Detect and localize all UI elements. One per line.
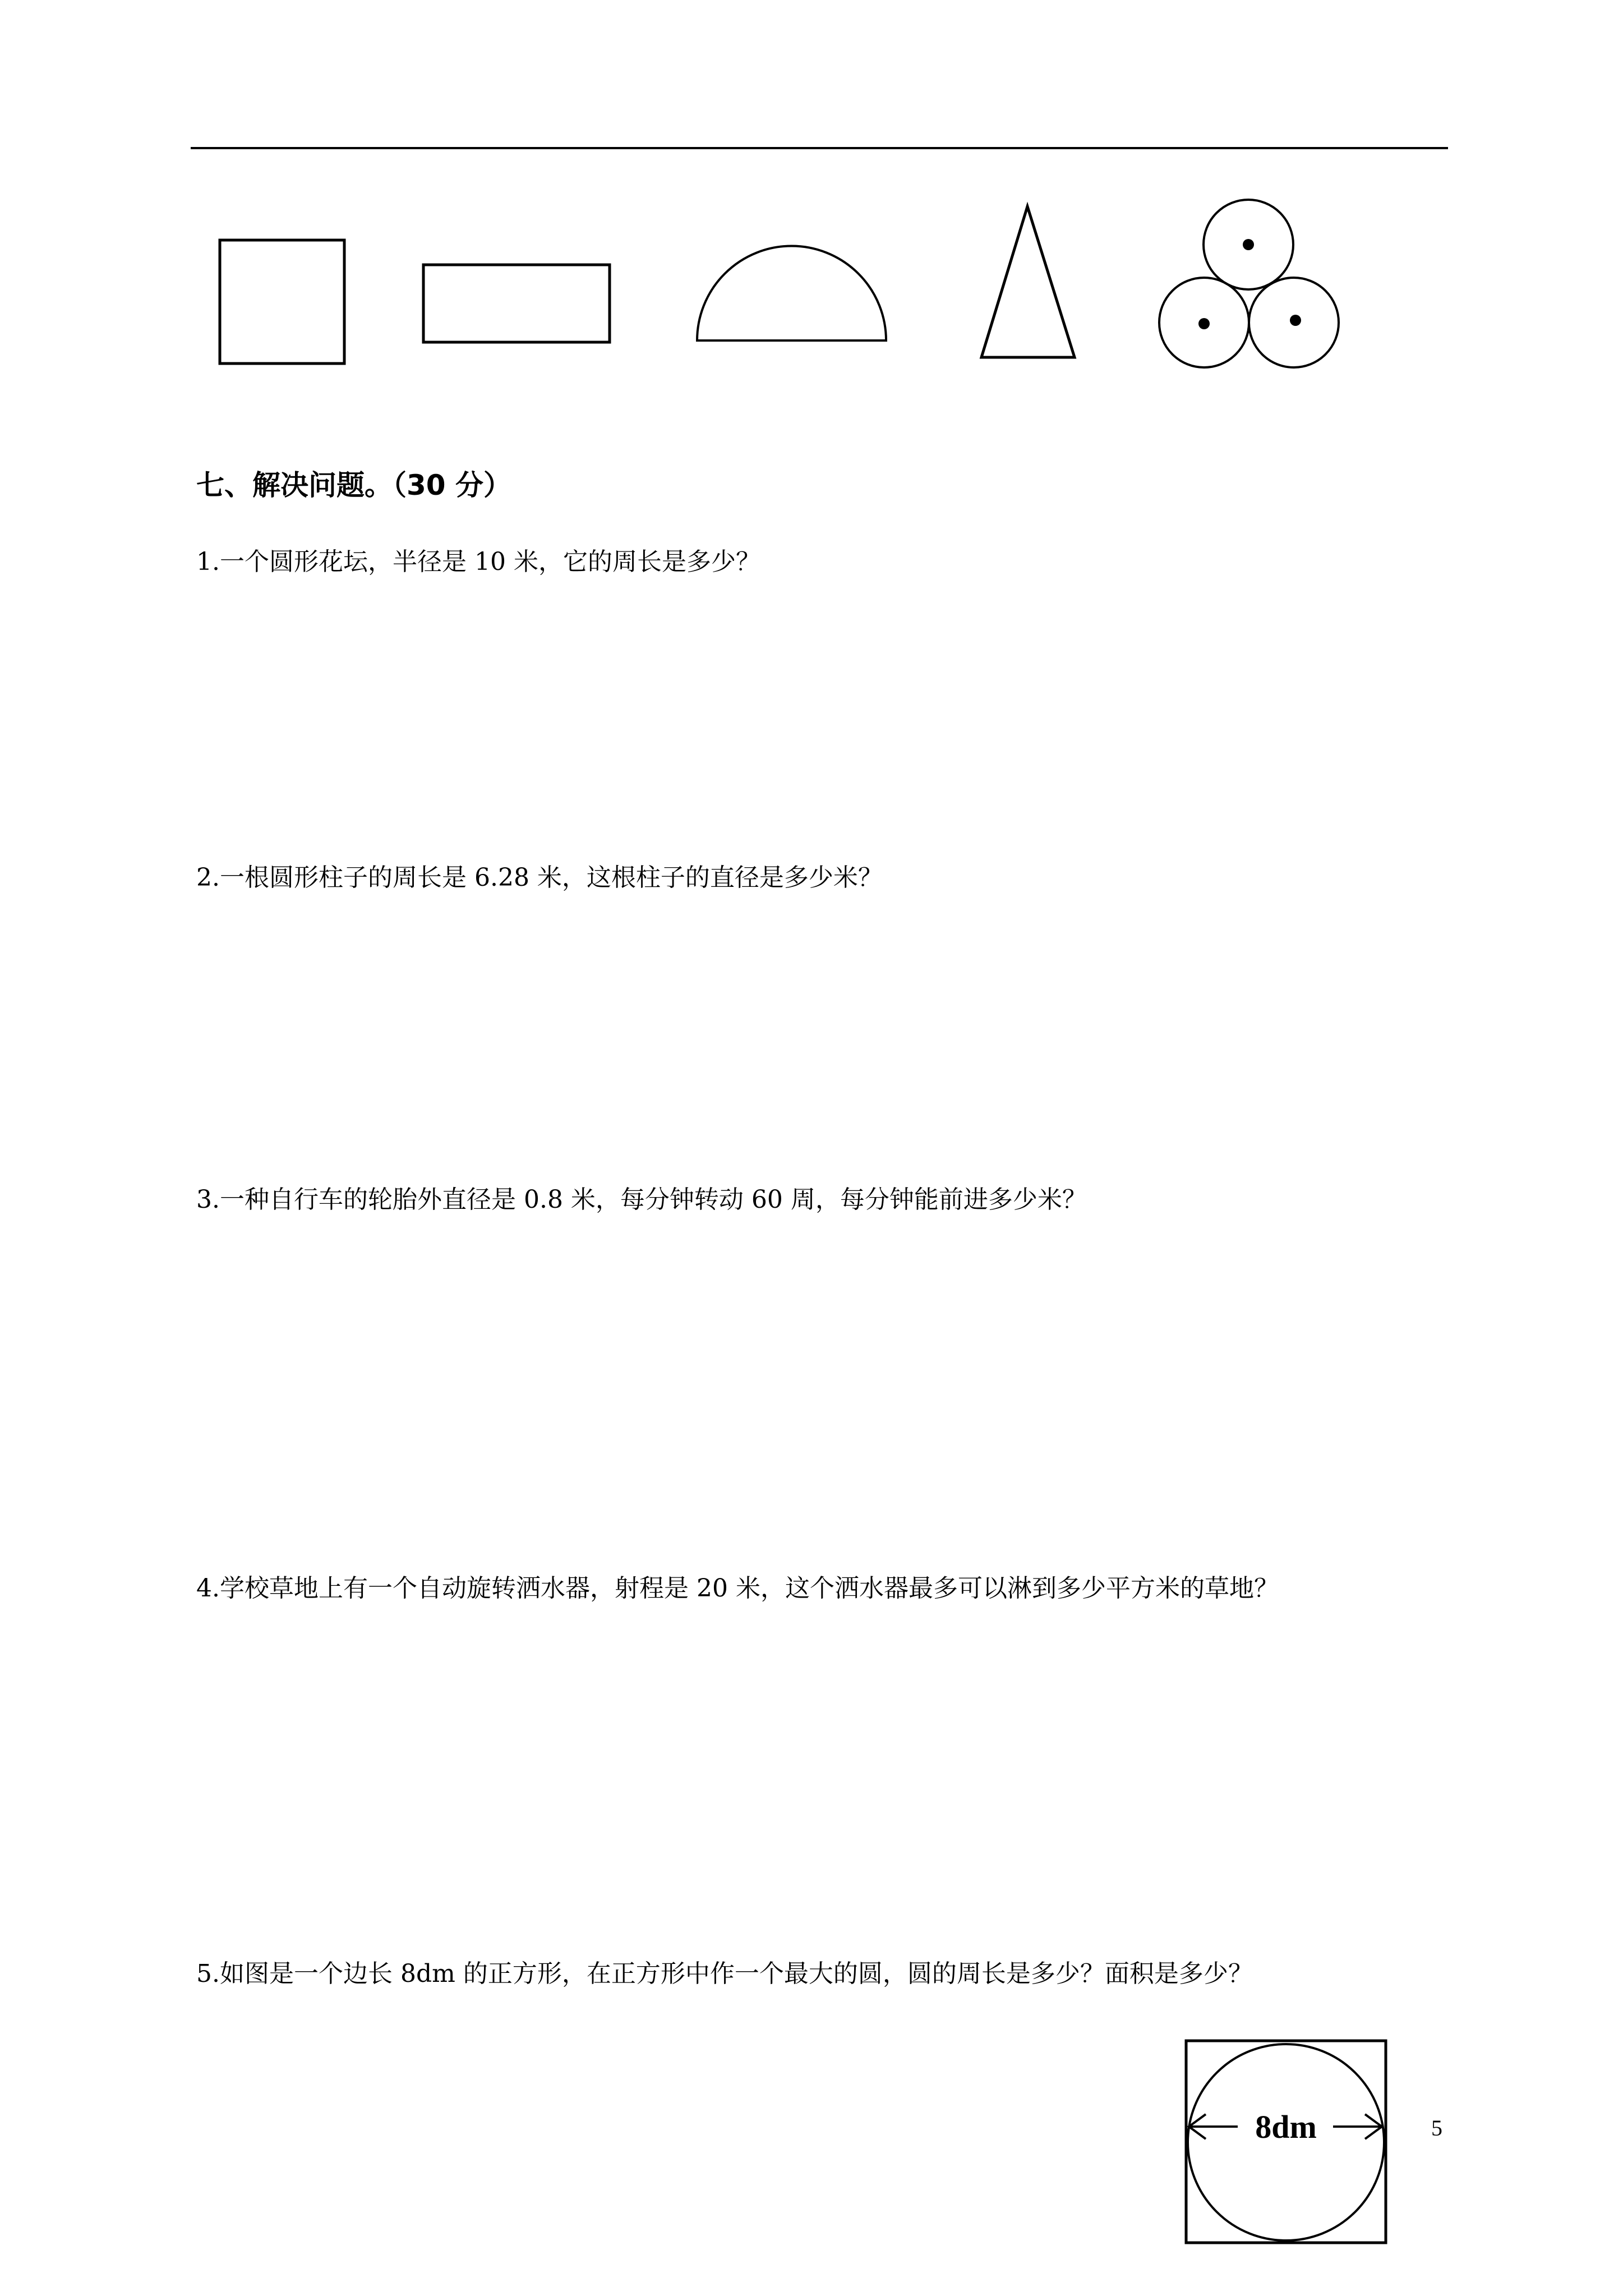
three-circles-shape: [1159, 200, 1339, 367]
triangle-shape: [981, 206, 1075, 357]
question-3: 3.一种自行车的轮胎外直径是 0.8 米，每分钟转动 60 周，每分钟能前进多少米？: [196, 1185, 1087, 1214]
rectangle-shape: [423, 265, 610, 342]
section-title: 七、解决问题。（30 分）: [196, 469, 511, 501]
question-2: 2.一根圆形柱子的周长是 6.28 米，这根柱子的直径是多少米？: [196, 863, 883, 892]
right-arrow-icon: [1333, 2114, 1382, 2139]
shapes-row: [0, 185, 1623, 381]
dimension-label: 8dm: [1255, 2109, 1317, 2145]
header-rule: [191, 147, 1448, 149]
semicircle-shape: [697, 246, 886, 341]
square-shape: [220, 240, 344, 364]
square-circle-figure: [1184, 2039, 1392, 2247]
page-number: 5: [1431, 2115, 1442, 2141]
question-4: 4.学校草地上有一个自动旋转洒水器，射程是 20 米，这个洒水器最多可以淋到多少平方米的草地？: [196, 1574, 1279, 1603]
left-arrow-icon: [1189, 2114, 1238, 2139]
question-1: 1.一个圆形花坛，半径是 10 米，它的周长是多少？: [196, 547, 760, 576]
question-5: 5.如图是一个边长 8dm 的正方形，在正方形中作一个最大的圆，圆的周长是多少？面积是多少？: [196, 1959, 1253, 1988]
